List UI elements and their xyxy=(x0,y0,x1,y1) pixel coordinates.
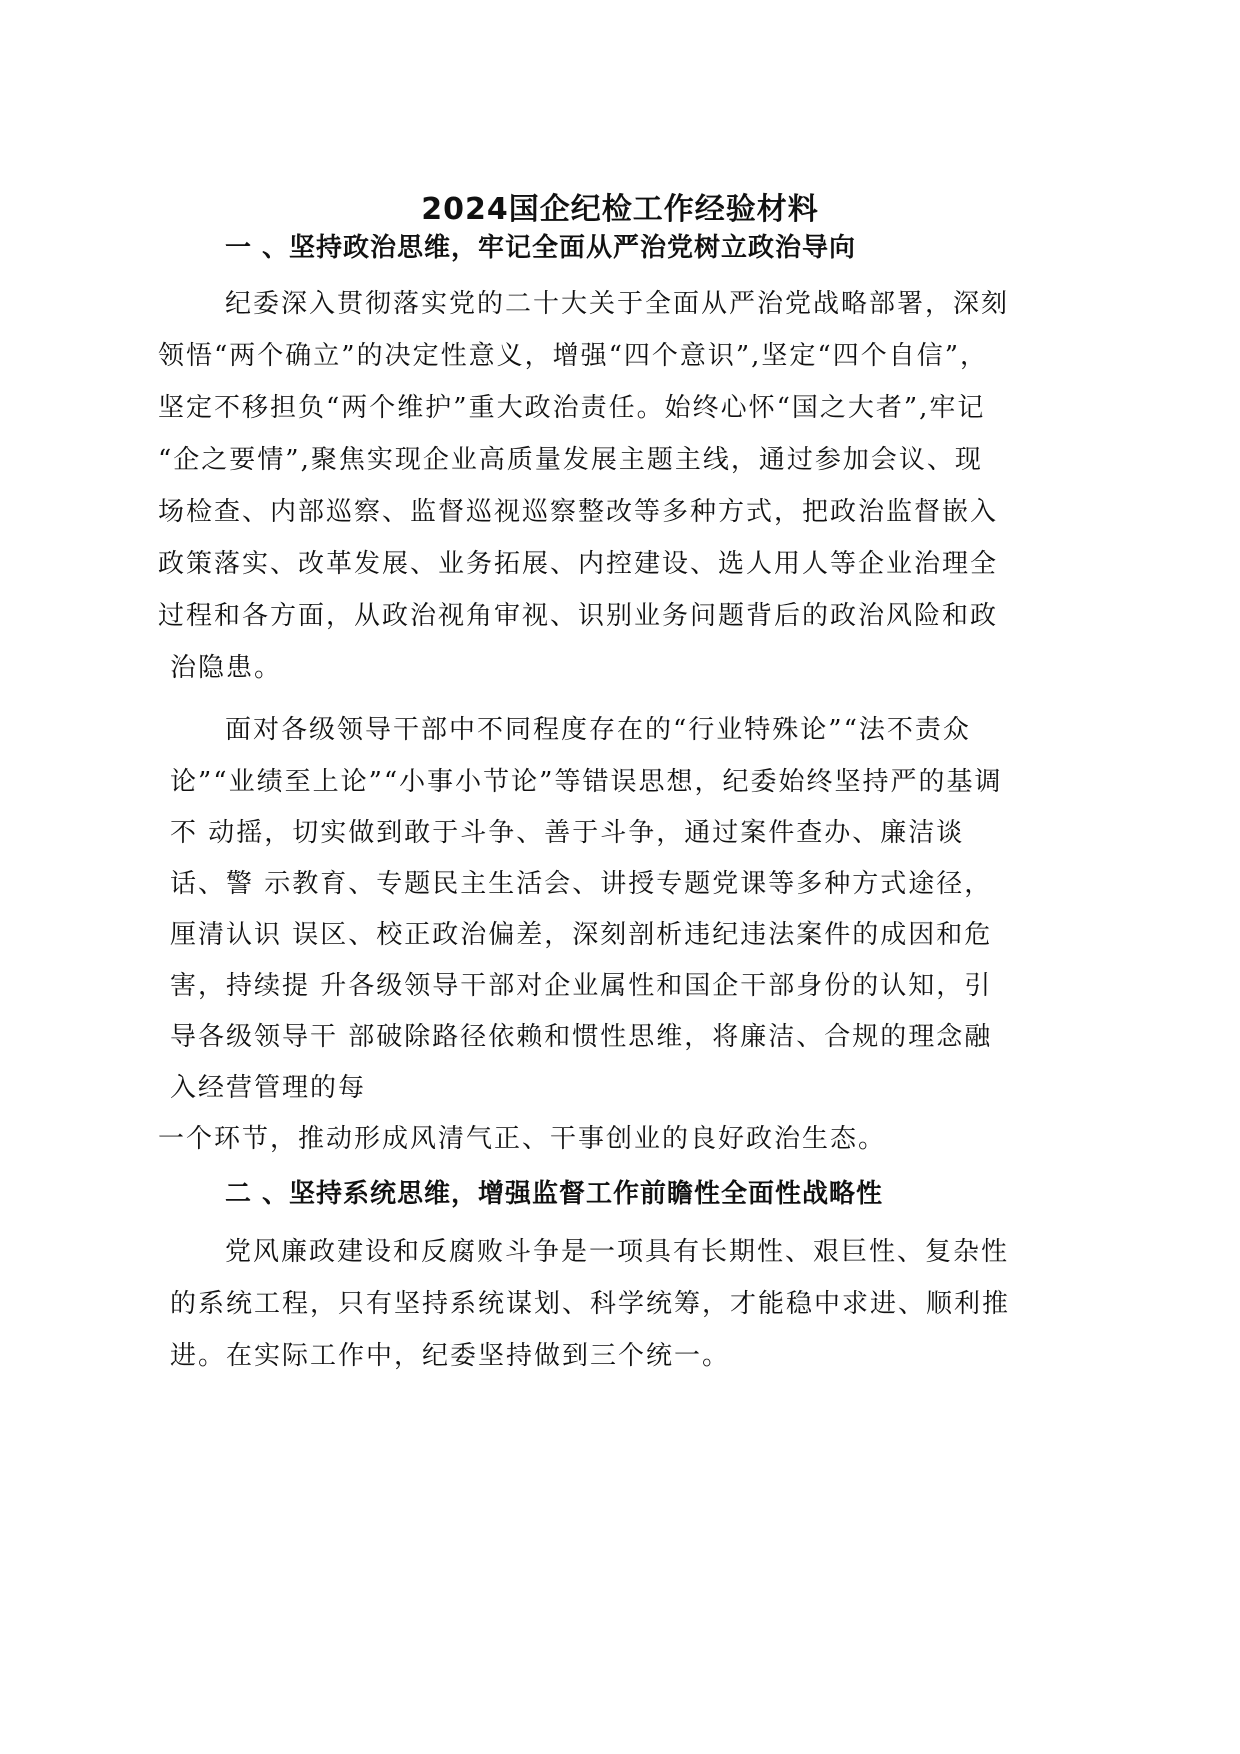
text-line: 领悟“两个确立”的决定性意义，增强“四个意识”,坚定“四个自信”， xyxy=(158,341,989,371)
text-line: 政策落实、改革发展、业务拓展、内控建设、选人用人等企业治理全 xyxy=(158,549,999,579)
text-line: 论”“业绩至上论”“小事小节论”等错误思想，纪委始终坚持严的基调 xyxy=(170,767,1003,797)
document-title: 2024国企纪检工作经验材料 xyxy=(421,192,819,227)
text-line: 不 动摇，切实做到敢于斗争、善于斗争，通过案件查办、廉洁谈 xyxy=(170,818,965,848)
text-line: 过程和各方面，从政治视角审视、识别业务问题背后的政治风险和政 xyxy=(158,601,999,631)
text-line: 纪委深入贯彻落实党的二十大关于全面从严治党战略部署，深刻 xyxy=(225,289,1010,319)
section-heading-2: 二 、坚持系统思维，增强监督工作前瞻性全面性战略性 xyxy=(225,1179,884,1209)
text-line: 一个环节，推动形成风清气正、干事创业的良好政治生态。 xyxy=(158,1124,887,1154)
text-line: 入经营管理的每 xyxy=(170,1073,367,1103)
text-line: 导各级领导干 部破除路径依赖和惯性思维，将廉洁、合规的理念融 xyxy=(170,1022,993,1052)
text-line: “企之要情”,聚焦实现企业高质量发展主题主线，通过参加会议、现 xyxy=(158,445,983,475)
text-line: 党风廉政建设和反腐败斗争是一项具有长期性、艰巨性、复杂性 xyxy=(225,1237,1010,1267)
text-line: 话、警 示教育、专题民主生活会、讲授专题党课等多种方式途径， xyxy=(170,869,993,899)
text-line: 场检查、内部巡察、监督巡视巡察整改等多种方式，把政治监督嵌入 xyxy=(158,497,999,527)
text-line: 面对各级领导干部中不同程度存在的“行业特殊论”“法不责众 xyxy=(225,715,971,745)
text-line: 进。在实际工作中，纪委坚持做到三个统一。 xyxy=(170,1341,731,1371)
section-heading-1: 一 、坚持政治思维，牢记全面从严治党树立政治导向 xyxy=(225,233,857,263)
text-line: 治隐患。 xyxy=(170,653,283,683)
text-line: 厘清认识 误区、校正政治偏差，深刻剖析违纪违法案件的成因和危 xyxy=(170,920,993,950)
text-line: 的系统工程，只有坚持系统谋划、科学统筹，才能稳中求进、顺利推 xyxy=(170,1289,1011,1319)
text-line: 害，持续提 升各级领导干部对企业属性和国企干部身份的认知，引 xyxy=(170,971,993,1001)
text-line: 坚定不移担负“两个维护”重大政治责任。始终心怀“国之大者”,牢记 xyxy=(158,393,986,423)
